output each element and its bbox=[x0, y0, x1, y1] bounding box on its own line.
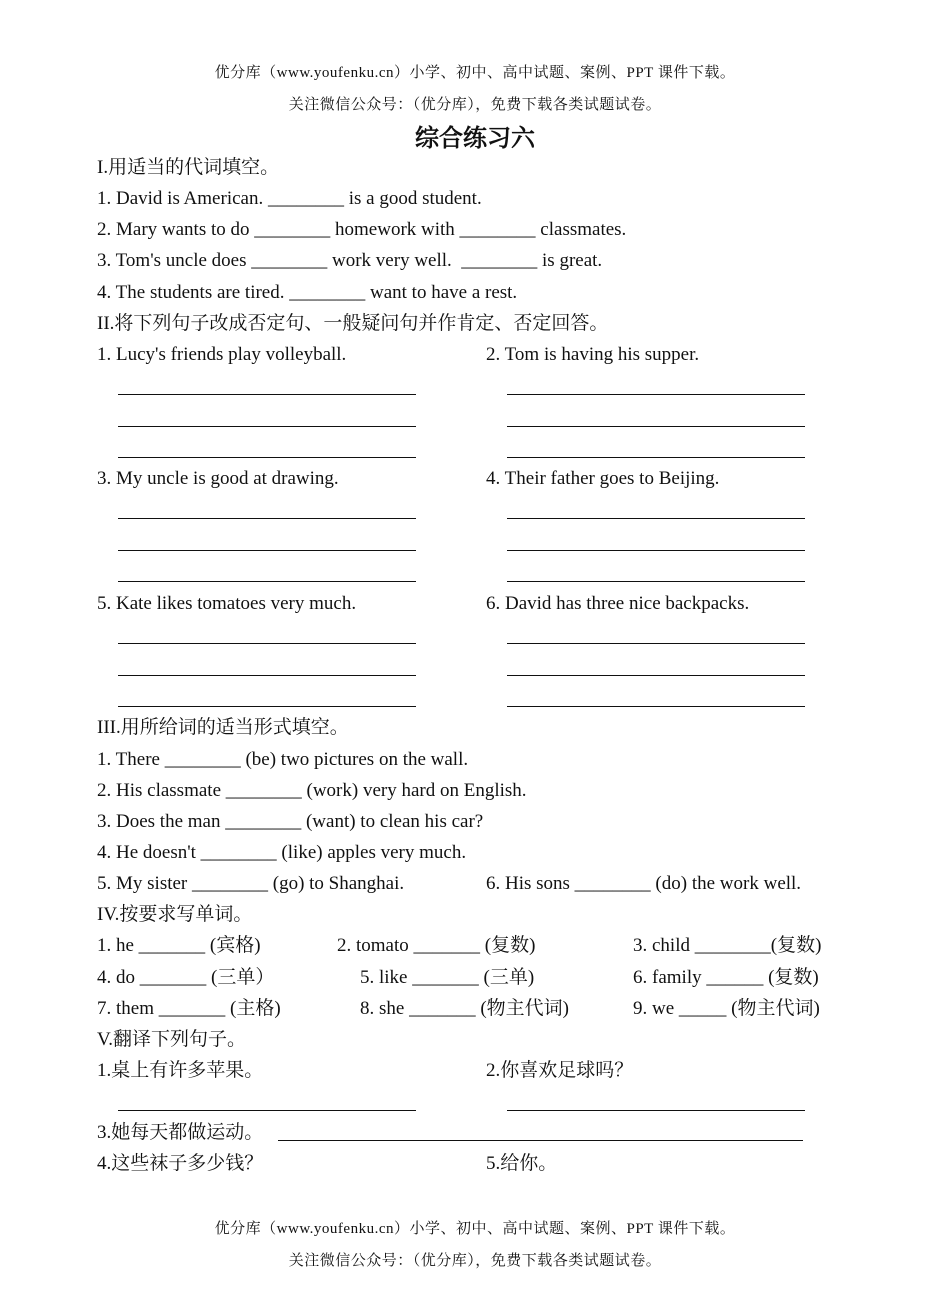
header-line-2: 关注微信公众号：（优分库），免费下载各类试题试卷。 bbox=[288, 97, 662, 113]
answer-line[interactable] bbox=[118, 518, 416, 519]
s2-question-1: 1. Lucy's friends play volleyball. bbox=[97, 344, 347, 365]
s5-question-4: 4.这些袜子多少钱？ bbox=[97, 1153, 264, 1174]
s4-item-5: 5. like _______ (三单) bbox=[360, 967, 535, 988]
header-line-1: 优分库（www.youfenku.cn）小学、初中、高中试题、案例、PPT 课件下载。 bbox=[214, 65, 736, 81]
s5-question-1: 1.桌上有许多苹果。 bbox=[97, 1060, 264, 1081]
answer-line[interactable] bbox=[118, 550, 416, 551]
answer-line[interactable] bbox=[118, 394, 416, 395]
answer-line[interactable] bbox=[118, 706, 416, 707]
section-4-heading: IV.按要求写单词。 bbox=[97, 904, 253, 925]
answer-line[interactable] bbox=[118, 675, 416, 676]
s1-question-1: 1. David is American. ________ is a good student. bbox=[97, 188, 482, 209]
s4-item-8: 8. she _______ (物主代词) bbox=[360, 998, 569, 1019]
s2-question-6: 6. David has three nice backpacks. bbox=[486, 593, 750, 614]
s4-item-2: 2. tomato _______ (复数) bbox=[337, 935, 536, 956]
s5-question-2: 2.你喜欢足球吗？ bbox=[486, 1060, 634, 1081]
s1-question-3: 3. Tom's uncle does ________ work very well. ________ is great. bbox=[97, 250, 603, 271]
s4-item-4: 4. do _______ (三单） bbox=[97, 967, 275, 988]
s3-question-4: 4. He doesn't ________ (like) apples very much. bbox=[97, 842, 467, 863]
answer-line[interactable] bbox=[507, 675, 805, 676]
answer-line[interactable] bbox=[507, 457, 805, 458]
answer-line[interactable] bbox=[118, 426, 416, 427]
s3-question-6: 6. His sons ________ (do) the work well. bbox=[486, 873, 802, 894]
s3-question-3: 3. Does the man ________ (want) to clean his car? bbox=[97, 811, 484, 832]
s2-question-4: 4. Their father goes to Beijing. bbox=[486, 468, 720, 489]
s3-question-5: 5. My sister ________ (go) to Shanghai. bbox=[97, 873, 405, 894]
answer-line[interactable] bbox=[507, 643, 805, 644]
answer-line[interactable] bbox=[507, 581, 805, 582]
footer-line-1: 优分库（www.youfenku.cn）小学、初中、高中试题、案例、PPT 课件下载。 bbox=[214, 1221, 736, 1237]
page-title: 综合练习六 bbox=[415, 123, 535, 152]
section-1-heading: I.用适当的代词填空。 bbox=[97, 157, 280, 178]
answer-line[interactable] bbox=[507, 426, 805, 427]
answer-line[interactable] bbox=[507, 550, 805, 551]
s5-question-5: 5.给你。 bbox=[486, 1153, 558, 1174]
s4-item-6: 6. family ______ (复数) bbox=[633, 967, 819, 988]
s4-item-3: 3. child ________(复数) bbox=[633, 935, 822, 956]
s3-question-2: 2. His classmate ________ (work) very hard on English. bbox=[97, 780, 527, 801]
answer-line[interactable] bbox=[118, 457, 416, 458]
s2-question-3: 3. My uncle is good at drawing. bbox=[97, 468, 339, 489]
s1-question-4: 4. The students are tired. ________ want to have a rest. bbox=[97, 282, 518, 303]
s4-item-1: 1. he _______ (宾格) bbox=[97, 935, 261, 956]
s4-item-9: 9. we _____ (物主代词) bbox=[633, 998, 820, 1019]
s2-question-2: 2. Tom is having his supper. bbox=[486, 344, 700, 365]
s1-question-2: 2. Mary wants to do ________ homework with ________ classmates. bbox=[97, 219, 627, 240]
s5-question-3: 3.她每天都做运动。 bbox=[97, 1122, 264, 1143]
answer-line[interactable] bbox=[507, 706, 805, 707]
answer-line[interactable] bbox=[278, 1140, 803, 1141]
s4-item-7: 7. them _______ (主格) bbox=[97, 998, 281, 1019]
s3-question-1: 1. There ________ (be) two pictures on the wall. bbox=[97, 749, 469, 770]
section-2-heading: II.将下列句子改成否定句、一般疑问句并作肯定、否定回答。 bbox=[97, 313, 609, 334]
section-5-heading: V.翻译下列句子。 bbox=[97, 1029, 247, 1050]
s2-question-5: 5. Kate likes tomatoes very much. bbox=[97, 593, 357, 614]
answer-line[interactable] bbox=[118, 643, 416, 644]
answer-line[interactable] bbox=[507, 518, 805, 519]
footer-line-2: 关注微信公众号：（优分库），免费下载各类试题试卷。 bbox=[288, 1253, 662, 1269]
answer-line[interactable] bbox=[118, 1110, 416, 1111]
answer-line[interactable] bbox=[507, 394, 805, 395]
answer-line[interactable] bbox=[118, 581, 416, 582]
answer-line[interactable] bbox=[507, 1110, 805, 1111]
section-3-heading: III.用所给词的适当形式填空。 bbox=[97, 717, 349, 738]
